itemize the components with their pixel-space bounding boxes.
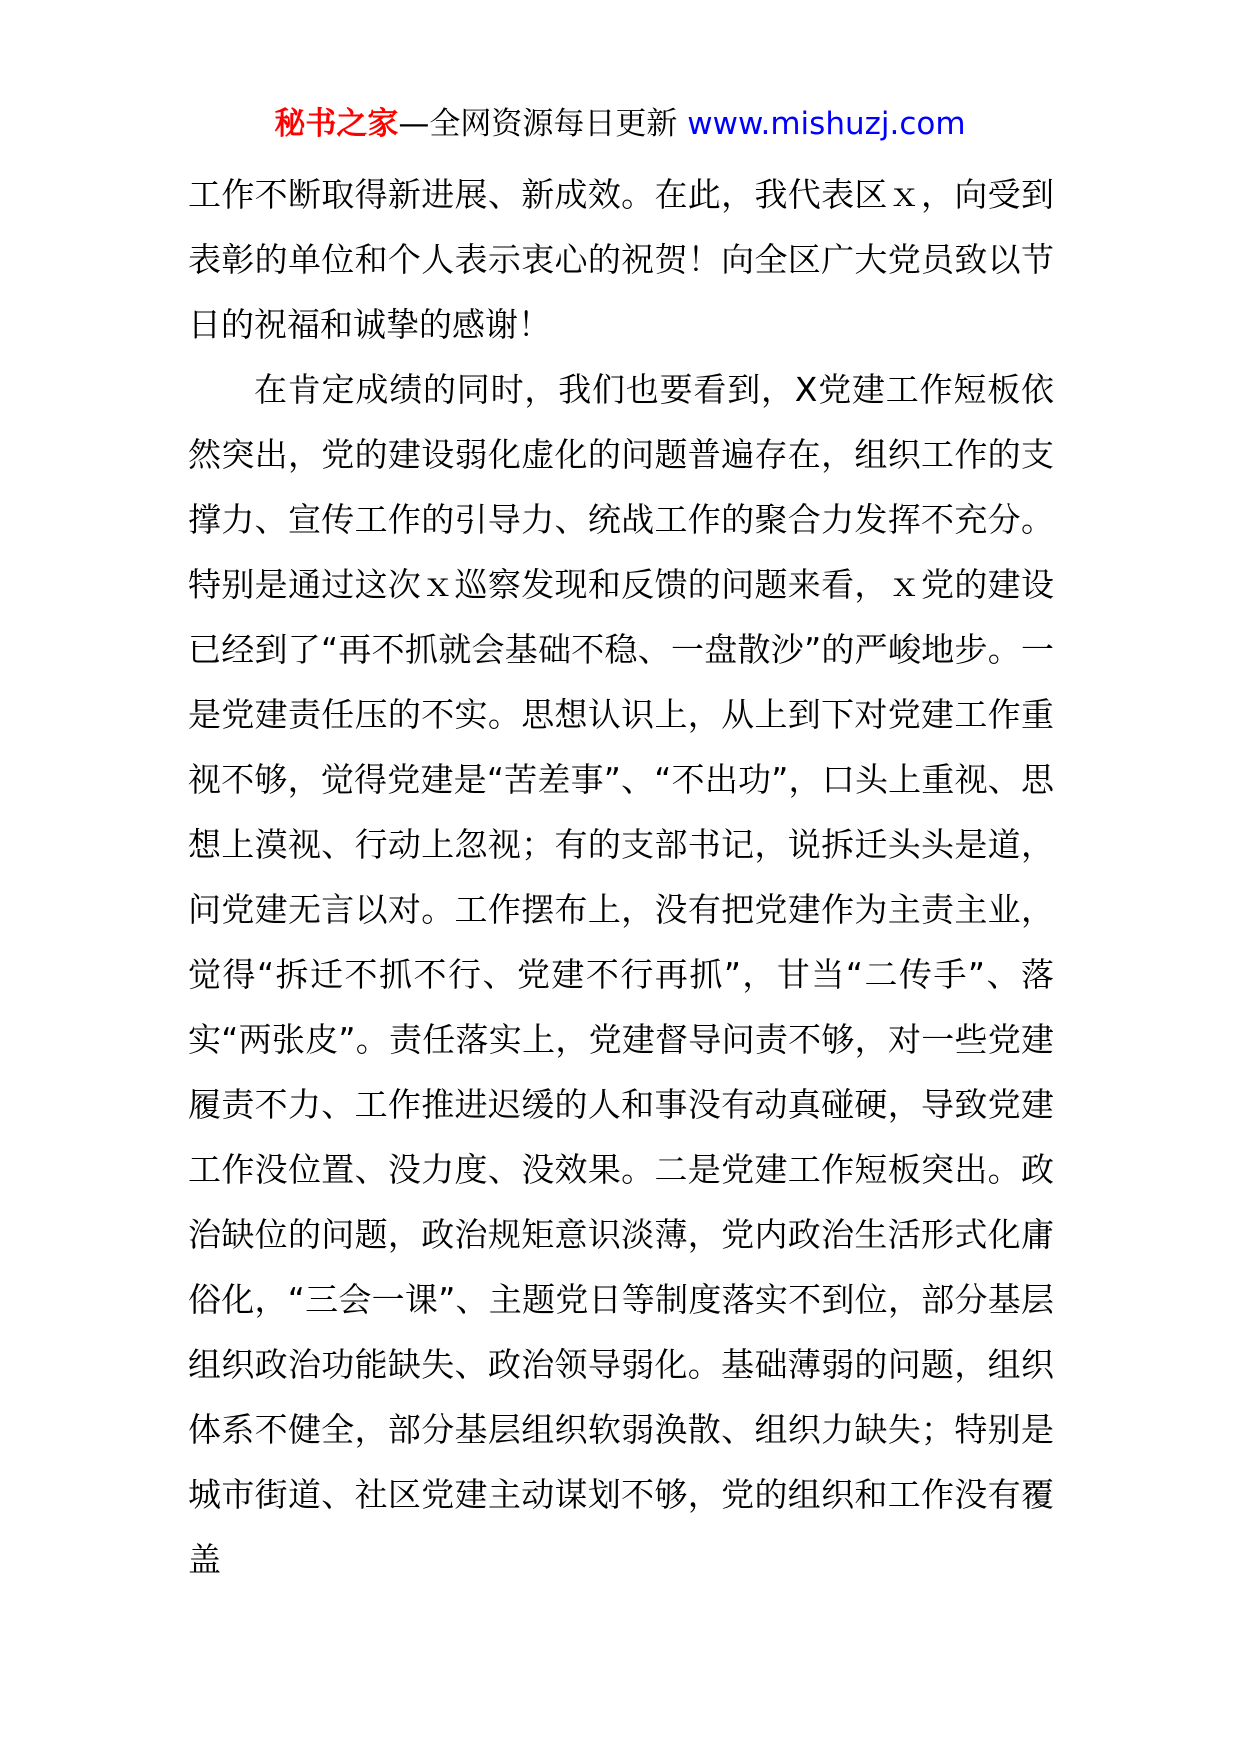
site-brand-name: 秘书之家: [274, 106, 399, 142]
site-url-link[interactable]: www.mishuzj.com: [687, 106, 966, 142]
paragraph-main: 在肯定成绩的同时，我们也要看到，X党建工作短板依然突出，党的建设弱化虚化的问题普遍存在，组织工作的支撑力、宣传工作的引导力、统战工作的聚合力发挥不充分。特别是通过这次ｘ巡察发现和反馈的问题来看，ｘ党的建设已经到了“再不抓就会基础不稳、一盘散沙”的严峻地步。一是党建责任压的不实。思想认识上，从上到下对党建工作重视不够，觉得党建是“苦差事”、“不出功”，口头上重视、思想上漠视、行动上忽视；有的支部书记，说拆迁头头是道，问党建无言以对。工作摆布上，没有把党建作为主责主业，觉得“拆迁不抓不行、党建不行再抓”，甘当“二传手”、落实“两张皮”。责任落实上，党建督导问责不够，对一些党建履责不力、工作推进迟缓的人和事没有动真碰硬，导致党建工作没位置、没力度、没效果。二是党建工作短板突出。政治缺位的问题，政治规矩意识淡薄，党内政治生活形式化庸俗化，“三会一课”、主题党日等制度落实不到位，部分基层组织政治功能缺失、政治领导弱化。基础薄弱的问题，组织体系不健全，部分基层组织软弱涣散、组织力缺失；特别是城市街道、社区党建主动谋划不够，党的组织和工作没有覆盖: [188, 370, 1054, 1579]
paragraph-continuation: 工作不断取得新进展、新成效。在此，我代表区ｘ，向受到表彰的单位和个人表示衷心的祝贺！向全区广大党员致以节日的祝福和诚挚的感谢！: [188, 175, 1055, 344]
document-body: [188, 162, 1054, 1592]
page-header: [0, 100, 1240, 148]
site-tagline: —全网资源每日更新: [398, 106, 678, 142]
